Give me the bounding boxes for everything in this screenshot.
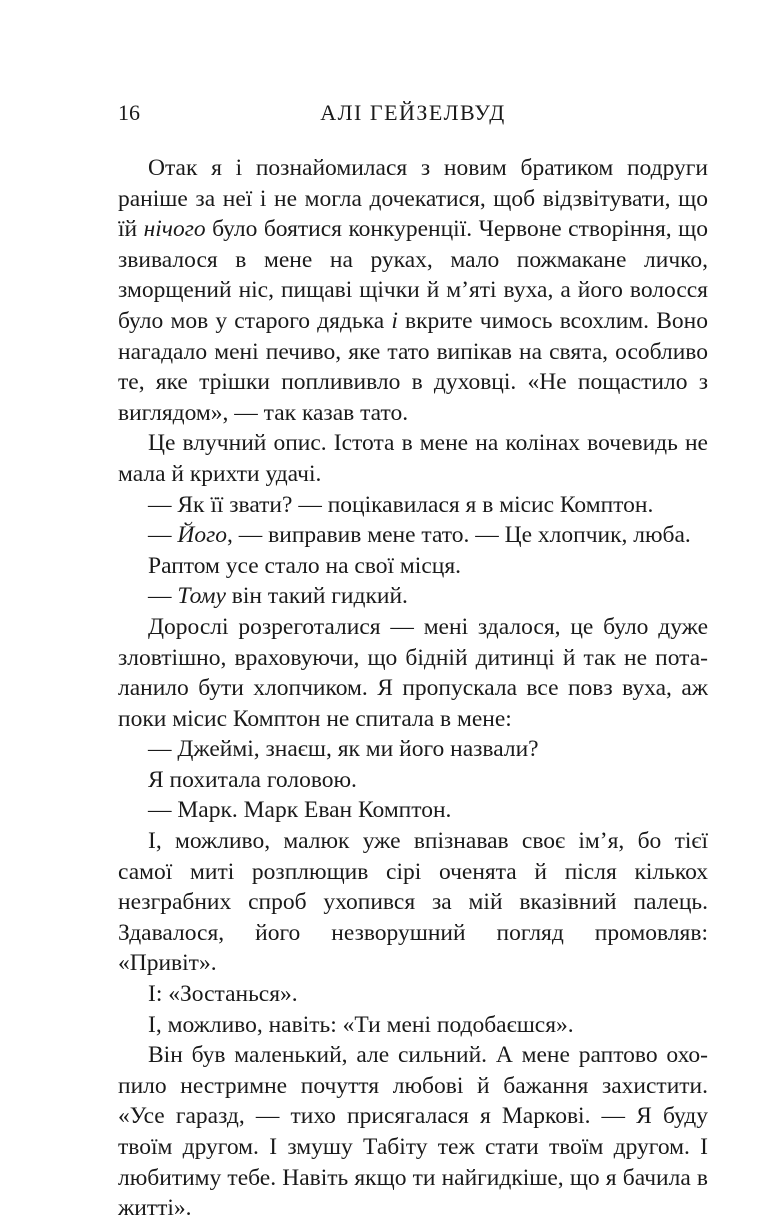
italic-text: і [391, 307, 398, 334]
page-header [118, 98, 708, 128]
paragraph: І, можливо, навіть: «Ти мені подобаєшся». [148, 1011, 574, 1038]
paragraph: Дорослі розреготалися — мені здалося, це було дуже зловтішно, враховуючи, що бідній дитинці й так не поталанило бути хлопчиком. Я пропускала все повз вуха, аж поки місис Комптон не спитала в мене: [118, 613, 708, 732]
italic-text: Його [177, 522, 228, 549]
paragraph: Це влучний опис. Істота в мене на колінах вочевидь не мала й крихти удачі. [118, 430, 708, 487]
italic-text: Тому [177, 583, 226, 610]
paragraph: Я похитала головою. [148, 766, 357, 793]
paragraph: — Марк. Марк Еван Комптон. [148, 797, 452, 824]
italic-text: нічого [143, 216, 206, 243]
paragraph: — Як її звати? — поцікавилася я в місис Комптон. [148, 491, 654, 518]
running-title: АЛІ ГЕЙЗЕЛВУД [320, 100, 506, 125]
body-text [118, 153, 708, 1224]
paragraph: І: «Зостанься». [148, 981, 298, 1008]
paragraph: Отак я і познайомилася з новим братиком подруги раніше за неї і не могла дочекатися, щоб відзвітувати, що їй нічого було боятися конкуренції. Червоне створіння, що звивалося в мене на руках, мало пожмакане личко, зморщений ніс, пищаві щічки й м’яті вуха, а його волосся було мов у старого дядька і вкрите чимось всохлим. Воно нагадало мені печиво, яке тато випікав на свята, особливо те, яке трішки поплививло в духовці. «Не пощастило з виглядом», — так казав тато. [118, 155, 708, 426]
paragraph: Раптом усе стало на свої місця. [148, 552, 462, 579]
page-number: 16 [118, 100, 140, 125]
paragraph: — Тому він такий гидкий. [148, 583, 408, 610]
paragraph: — Його, — виправив мене тато. — Це хлопчик, люба. [148, 522, 691, 549]
paragraph: — Джеймі, знаєш, як ми його назвали? [148, 736, 539, 763]
paragraph: І, можливо, малюк уже впізнавав своє ім’я, бо тієї самої миті розплющив сірі оченята й після кількох незграбних спроб ухопився за мій вказівний палець. Здавалося, його незворушний погляд промовляв: «Привіт». [118, 828, 708, 977]
paragraph: Він був маленький, але сильний. А мене раптово охопило нестримне почуття любові й бажання захистити. «Усе гаразд, — тихо присягалася я Маркові. — Я буду твоїм другом. І змушу Табіту теж стати твоїм другом. І любитиму тебе. Навіть якщо ти найгидкіше, що я бачила в житті». [118, 1042, 708, 1222]
